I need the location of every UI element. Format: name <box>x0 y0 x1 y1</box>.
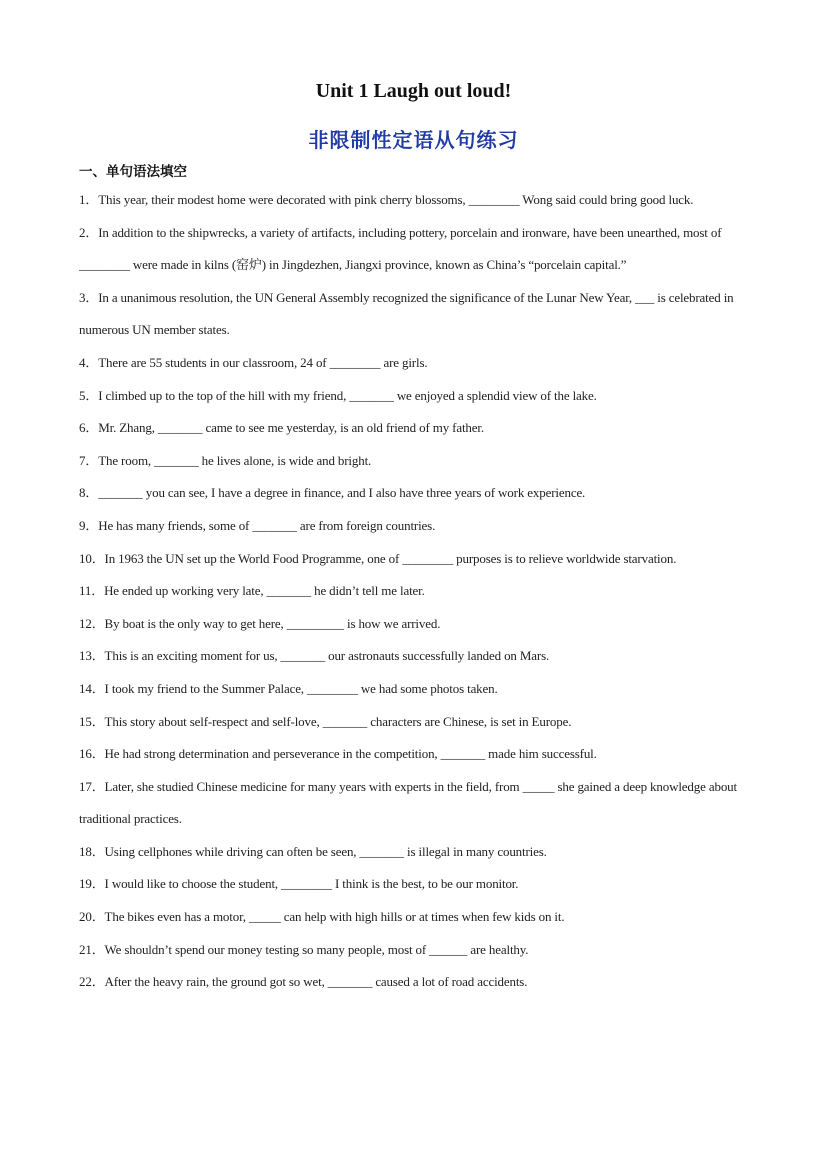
question-item: 17．Later, she studied Chinese medicine for many years with experts in the field, from _____ she gained a deep knowledge about traditional practices. <box>79 778 737 827</box>
question-item: 14．I took my friend to the Summer Palace, ________ we had some photos taken. <box>79 680 498 696</box>
page-title: Unit 1 Laugh out loud! <box>315 80 512 102</box>
question-item: 21．We shouldn’t spend our money testing so many people, most of ______ are healthy. <box>79 941 529 957</box>
question-item: 22．After the heavy rain, the ground got so wet, _______ caused a lot of road accidents. <box>79 974 528 990</box>
question-item: 5．I climbed up to the top of the hill with my friend, _______ we enjoyed a splendid view of the lake. <box>79 387 597 403</box>
question-item: 13．This is an exciting moment for us, _______ our astronauts successfully landed on Mars. <box>79 648 550 664</box>
question-item: 8．_______ you can see, I have a degree in finance, and I also have three years of work experience. <box>79 485 586 501</box>
question-item: 1．This year, their modest home were decorated with pink cherry blossoms, ________ Wong said could bring good luck. <box>79 192 694 207</box>
question-item: 15．This story about self-respect and self-love, _______ characters are Chinese, is set in Europe. <box>79 713 572 729</box>
question-item: 20．The bikes even has a motor, _____ can help with high hills or at times when few kids on it. <box>79 909 565 925</box>
question-item: 12．By boat is the only way to get here, _________ is how we arrived. <box>79 615 441 631</box>
page-subtitle: 非限制性定语从句练习 <box>308 128 519 152</box>
question-item: 3．In a unanimous resolution, the UN General Assembly recognized the significance of the Lunar New Year, ___ is celebrated in numerous UN member states. <box>79 289 734 338</box>
question-item: 9．He has many friends, some of _______ are from foreign countries. <box>79 517 436 533</box>
question-item: 16．He had strong determination and perseverance in the competition, _______ made him successful. <box>79 746 597 762</box>
question-item: 10．In 1963 the UN set up the World Food Programme, one of ________ purposes is to relieve worldwide starvation. <box>79 550 677 566</box>
question-item: 18．Using cellphones while driving can often be seen, _______ is illegal in many countries. <box>79 843 547 859</box>
question-item: 7．The room, _______ he lives alone, is wide and bright. <box>79 452 372 468</box>
question-item: 6．Mr. Zhang, _______ came to see me yesterday, is an old friend of my father. <box>79 420 484 436</box>
question-item: 11．He ended up working very late, _______ he didn’t tell me later. <box>79 583 425 599</box>
question-item: 19．I would like to choose the student, ________ I think is the best, to be our monitor. <box>79 876 519 892</box>
section-heading: 一、单句语法填空 <box>79 164 187 180</box>
question-item: 4．There are 55 students in our classroom, 24 of ________ are girls. <box>79 354 428 370</box>
question-item: 2．In addition to the shipwrecks, a variety of artifacts, including pottery, porcelain and ironware, have been unearthed, most of ________ were made in kilns (窑炉) in Jingdezhen, Jiangxi province, known as China’s “porcelain capital.” <box>79 224 722 273</box>
question-list <box>79 184 751 999</box>
